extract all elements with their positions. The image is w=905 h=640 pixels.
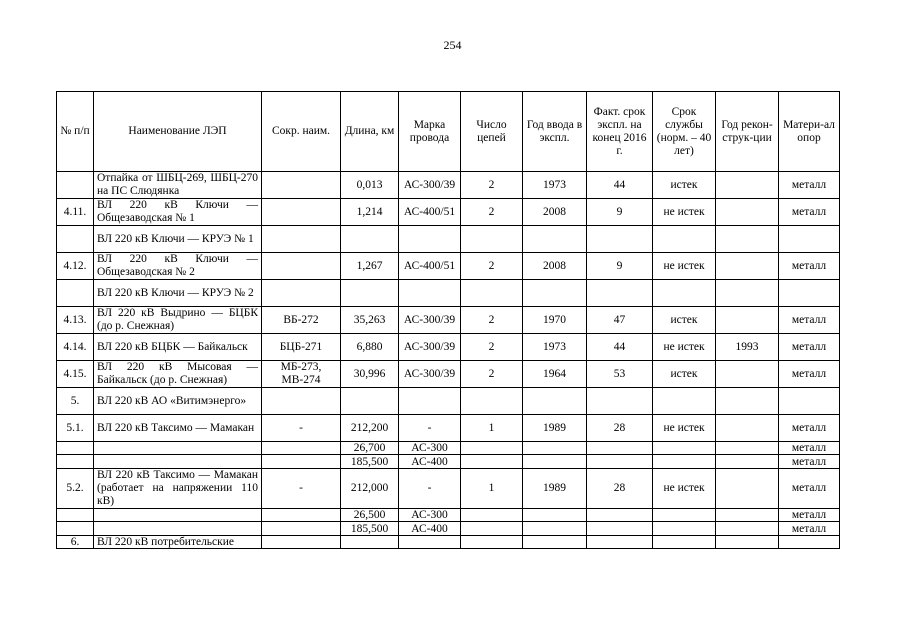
cell-line-name: ВЛ 220 кВ Ключи — Общезаводская № 1 <box>94 199 262 226</box>
cell-number: 6. <box>57 536 94 549</box>
cell-actual-service: 47 <box>587 307 653 334</box>
cell-reconstruction-year <box>716 442 779 455</box>
cell-commission-year <box>523 442 587 455</box>
cell-length: 6,880 <box>341 334 399 361</box>
cell-service-life: истек <box>653 172 716 199</box>
cell-short-name <box>262 280 341 307</box>
cell-reconstruction-year <box>716 455 779 469</box>
cell-reconstruction-year <box>716 280 779 307</box>
cell-commission-year <box>523 455 587 469</box>
cell-circuits: 2 <box>461 361 523 388</box>
cell-length: 30,996 <box>341 361 399 388</box>
cell-number: 4.12. <box>57 253 94 280</box>
cell-number <box>57 280 94 307</box>
cell-line-name <box>94 522 262 536</box>
cell-length: 26,700 <box>341 442 399 455</box>
cell-support-material: металл <box>779 361 840 388</box>
cell-support-material: металл <box>779 199 840 226</box>
header-length: Длина, км <box>341 92 399 172</box>
cell-line-name: ВЛ 220 кВ АО «Витимэнерго» <box>94 388 262 415</box>
cell-wire-brand: АС-400/51 <box>399 253 461 280</box>
cell-length <box>341 536 399 549</box>
cell-length <box>341 388 399 415</box>
cell-number <box>57 172 94 199</box>
table-row <box>57 361 840 388</box>
cell-actual-service <box>587 442 653 455</box>
cell-circuits: 2 <box>461 253 523 280</box>
cell-service-life: не истек <box>653 469 716 509</box>
cell-short-name <box>262 199 341 226</box>
cell-length: 0,013 <box>341 172 399 199</box>
cell-length: 185,500 <box>341 522 399 536</box>
cell-short-name: ВБ-272 <box>262 307 341 334</box>
cell-circuits <box>461 442 523 455</box>
cell-commission-year: 1973 <box>523 172 587 199</box>
cell-circuits <box>461 226 523 253</box>
table-row <box>57 415 840 442</box>
cell-circuits <box>461 509 523 522</box>
header-circuits: Число цепей <box>461 92 523 172</box>
cell-commission-year <box>523 226 587 253</box>
cell-commission-year <box>523 280 587 307</box>
header-service-life: Срок службы (норм. – 40 лет) <box>653 92 716 172</box>
cell-wire-brand <box>399 388 461 415</box>
cell-line-name <box>94 455 262 469</box>
cell-circuits: 2 <box>461 334 523 361</box>
cell-service-life: не истек <box>653 334 716 361</box>
table-row <box>57 522 840 536</box>
cell-commission-year: 1964 <box>523 361 587 388</box>
cell-reconstruction-year <box>716 469 779 509</box>
cell-service-life <box>653 280 716 307</box>
cell-wire-brand: АС-300/39 <box>399 361 461 388</box>
cell-short-name <box>262 388 341 415</box>
cell-support-material <box>779 388 840 415</box>
cell-reconstruction-year <box>716 253 779 280</box>
cell-number: 4.13. <box>57 307 94 334</box>
cell-wire-brand <box>399 280 461 307</box>
cell-line-name: ВЛ 220 кВ Мысовая — Байкальск (до р. Снежная) <box>94 361 262 388</box>
cell-actual-service: 9 <box>587 199 653 226</box>
table-row <box>57 469 840 509</box>
cell-support-material: металл <box>779 509 840 522</box>
cell-service-life <box>653 455 716 469</box>
cell-support-material <box>779 536 840 549</box>
cell-service-life <box>653 226 716 253</box>
cell-length: 26,500 <box>341 509 399 522</box>
cell-number <box>57 509 94 522</box>
cell-line-name: ВЛ 220 кВ БЦБК — Байкальск <box>94 334 262 361</box>
cell-number <box>57 522 94 536</box>
cell-length <box>341 280 399 307</box>
cell-support-material <box>779 226 840 253</box>
cell-line-name: ВЛ 220 кВ Таксимо — Мамакан <box>94 415 262 442</box>
cell-actual-service: 28 <box>587 469 653 509</box>
cell-line-name: ВЛ 220 кВ Выдрино — БЦБК (до р. Снежная) <box>94 307 262 334</box>
cell-reconstruction-year <box>716 172 779 199</box>
cell-short-name: МБ-273, МВ-274 <box>262 361 341 388</box>
cell-circuits <box>461 280 523 307</box>
cell-number <box>57 226 94 253</box>
cell-support-material: металл <box>779 415 840 442</box>
cell-reconstruction-year: 1993 <box>716 334 779 361</box>
cell-length: 35,263 <box>341 307 399 334</box>
cell-short-name: БЦБ-271 <box>262 334 341 361</box>
cell-length: 185,500 <box>341 455 399 469</box>
cell-wire-brand: - <box>399 415 461 442</box>
cell-service-life: истек <box>653 307 716 334</box>
cell-service-life <box>653 509 716 522</box>
cell-commission-year <box>523 388 587 415</box>
table-row <box>57 172 840 199</box>
cell-reconstruction-year <box>716 226 779 253</box>
cell-number: 5. <box>57 388 94 415</box>
cell-actual-service: 28 <box>587 415 653 442</box>
table-row <box>57 509 840 522</box>
cell-service-life: не истек <box>653 253 716 280</box>
cell-support-material <box>779 280 840 307</box>
cell-service-life <box>653 536 716 549</box>
cell-length: 1,267 <box>341 253 399 280</box>
cell-line-name: ВЛ 220 кВ потребительские <box>94 536 262 549</box>
cell-service-life: не истек <box>653 415 716 442</box>
header-wire-brand: Марка провода <box>399 92 461 172</box>
cell-commission-year: 1973 <box>523 334 587 361</box>
table-row <box>57 334 840 361</box>
cell-short-name <box>262 226 341 253</box>
cell-circuits <box>461 388 523 415</box>
cell-reconstruction-year <box>716 536 779 549</box>
table-row <box>57 199 840 226</box>
cell-number: 4.11. <box>57 199 94 226</box>
power-lines-table <box>56 91 840 549</box>
cell-circuits <box>461 536 523 549</box>
table-row <box>57 442 840 455</box>
cell-circuits: 2 <box>461 199 523 226</box>
cell-actual-service <box>587 509 653 522</box>
cell-actual-service <box>587 226 653 253</box>
header-short-name: Сокр. наим. <box>262 92 341 172</box>
cell-reconstruction-year <box>716 522 779 536</box>
cell-line-name <box>94 442 262 455</box>
cell-circuits <box>461 522 523 536</box>
cell-circuits: 2 <box>461 172 523 199</box>
cell-number: 4.15. <box>57 361 94 388</box>
header-actual-service: Факт. срок экспл. на конец 2016 г. <box>587 92 653 172</box>
cell-length: 212,200 <box>341 415 399 442</box>
cell-short-name <box>262 172 341 199</box>
table-header-row <box>57 92 840 172</box>
cell-circuits: 1 <box>461 469 523 509</box>
cell-commission-year <box>523 536 587 549</box>
cell-reconstruction-year <box>716 509 779 522</box>
cell-line-name: ВЛ 220 кВ Таксимо — Мамакан (работает на напряжении 110 кВ) <box>94 469 262 509</box>
cell-wire-brand: АС-400 <box>399 522 461 536</box>
cell-short-name <box>262 509 341 522</box>
header-commission-year: Год ввода в экспл. <box>523 92 587 172</box>
cell-short-name <box>262 455 341 469</box>
cell-circuits: 1 <box>461 415 523 442</box>
cell-service-life <box>653 442 716 455</box>
cell-support-material: металл <box>779 469 840 509</box>
cell-commission-year: 1989 <box>523 469 587 509</box>
cell-wire-brand: АС-300/39 <box>399 307 461 334</box>
cell-actual-service: 44 <box>587 172 653 199</box>
header-reconstruction-year: Год рекон-струк-ции <box>716 92 779 172</box>
cell-line-name: ВЛ 220 кВ Ключи — КРУЭ № 2 <box>94 280 262 307</box>
cell-reconstruction-year <box>716 361 779 388</box>
cell-line-name: ВЛ 220 кВ Ключи — Общезаводская № 2 <box>94 253 262 280</box>
cell-commission-year <box>523 509 587 522</box>
cell-number: 5.2. <box>57 469 94 509</box>
table-row <box>57 280 840 307</box>
cell-reconstruction-year <box>716 199 779 226</box>
cell-service-life <box>653 522 716 536</box>
cell-actual-service: 53 <box>587 361 653 388</box>
cell-wire-brand: АС-300/39 <box>399 172 461 199</box>
cell-line-name: ВЛ 220 кВ Ключи — КРУЭ № 1 <box>94 226 262 253</box>
cell-wire-brand: АС-300/39 <box>399 334 461 361</box>
cell-actual-service <box>587 455 653 469</box>
cell-reconstruction-year <box>716 388 779 415</box>
cell-actual-service <box>587 388 653 415</box>
cell-wire-brand <box>399 536 461 549</box>
cell-actual-service <box>587 280 653 307</box>
header-line-name: Наименование ЛЭП <box>94 92 262 172</box>
cell-length: 212,000 <box>341 469 399 509</box>
header-number: № п/п <box>57 92 94 172</box>
cell-circuits: 2 <box>461 307 523 334</box>
cell-circuits <box>461 455 523 469</box>
cell-wire-brand: АС-400/51 <box>399 199 461 226</box>
cell-service-life <box>653 388 716 415</box>
cell-wire-brand: АС-400 <box>399 455 461 469</box>
cell-support-material: металл <box>779 307 840 334</box>
table-row <box>57 253 840 280</box>
cell-number: 4.14. <box>57 334 94 361</box>
cell-actual-service <box>587 522 653 536</box>
cell-reconstruction-year <box>716 415 779 442</box>
cell-line-name <box>94 509 262 522</box>
cell-wire-brand: - <box>399 469 461 509</box>
cell-commission-year: 2008 <box>523 199 587 226</box>
cell-actual-service: 9 <box>587 253 653 280</box>
cell-actual-service <box>587 536 653 549</box>
cell-support-material: металл <box>779 442 840 455</box>
table-row <box>57 455 840 469</box>
table-row <box>57 226 840 253</box>
cell-support-material: металл <box>779 253 840 280</box>
table-row <box>57 307 840 334</box>
table-row <box>57 388 840 415</box>
cell-support-material: металл <box>779 172 840 199</box>
cell-line-name: Отпайка от ШБЦ-269, ШБЦ-270 на ПС Слюдянка <box>94 172 262 199</box>
cell-service-life: истек <box>653 361 716 388</box>
cell-service-life: не истек <box>653 199 716 226</box>
cell-support-material: металл <box>779 455 840 469</box>
cell-short-name <box>262 536 341 549</box>
cell-commission-year: 1989 <box>523 415 587 442</box>
cell-short-name: - <box>262 469 341 509</box>
cell-support-material: металл <box>779 522 840 536</box>
cell-short-name <box>262 253 341 280</box>
cell-length: 1,214 <box>341 199 399 226</box>
cell-wire-brand: АС-300 <box>399 509 461 522</box>
cell-number <box>57 442 94 455</box>
cell-reconstruction-year <box>716 307 779 334</box>
cell-short-name: - <box>262 415 341 442</box>
cell-actual-service: 44 <box>587 334 653 361</box>
cell-short-name <box>262 522 341 536</box>
cell-commission-year <box>523 522 587 536</box>
cell-short-name <box>262 442 341 455</box>
cell-commission-year: 2008 <box>523 253 587 280</box>
cell-wire-brand: АС-300 <box>399 442 461 455</box>
header-support-material: Матери-ал опор <box>779 92 840 172</box>
table-row <box>57 536 840 549</box>
cell-wire-brand <box>399 226 461 253</box>
page-number: 254 <box>443 38 462 52</box>
cell-number: 5.1. <box>57 415 94 442</box>
cell-commission-year: 1970 <box>523 307 587 334</box>
cell-number <box>57 455 94 469</box>
cell-length <box>341 226 399 253</box>
cell-support-material: металл <box>779 334 840 361</box>
